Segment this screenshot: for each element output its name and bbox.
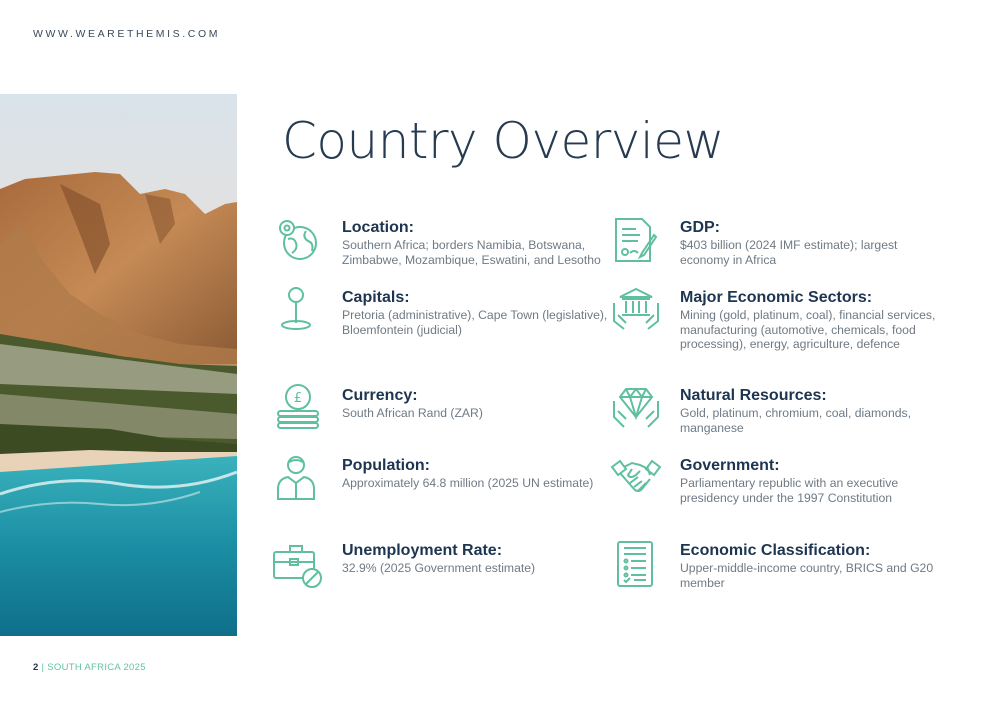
info-gdp (680, 219, 950, 267)
government-value: Parliamentary republic with an executive presidency under the 1997 Constitution (680, 476, 899, 505)
info-economic-sectors (680, 289, 950, 352)
coin-stack-icon (272, 383, 324, 435)
footer-separator: | (38, 662, 48, 673)
unemployment-label: Unemployment Rate: (342, 542, 503, 559)
footer-label: SOUTH AFRICA 2025 (47, 662, 146, 673)
diamond-hands-icon (610, 383, 662, 435)
info-location (342, 219, 612, 267)
currency-label: Currency: (342, 387, 418, 404)
info-economic-classification (680, 542, 950, 590)
svg-text:£: £ (293, 391, 303, 406)
location-label: Location: (342, 219, 414, 236)
info-natural-resources (680, 387, 950, 435)
location-value: Southern Africa; borders Namibia, Botswana, Zimbabwe, Mozambique, Eswatini, and Lesotho (342, 238, 601, 267)
capitals-value: Pretoria (administrative), Cape Town (legislative), Bloemfontein (judicial) (342, 308, 608, 337)
natural-resources-value: Gold, platinum, chromium, coal, diamonds, manganese (680, 406, 911, 435)
gdp-label: GDP: (680, 219, 720, 236)
government-label: Government: (680, 457, 780, 474)
map-pin-icon (272, 285, 324, 337)
info-population (342, 457, 612, 491)
page-footer (33, 662, 146, 673)
capitals-label: Capitals: (342, 289, 410, 306)
briefcase-no-icon (272, 538, 324, 590)
economic-sectors-value: Mining (gold, platinum, coal), financial services, manufacturing (automotive, chemicals, food processing), energy, agriculture, defence (680, 308, 936, 352)
natural-resources-label: Natural Resources: (680, 387, 827, 404)
economic-classification-label: Economic Classification: (680, 542, 871, 559)
checklist-icon (610, 538, 662, 590)
site-url[interactable]: WWW.WEARETHEMIS.COM (33, 28, 221, 40)
bank-hands-icon (610, 285, 662, 337)
unemployment-value: 32.9% (2025 Government estimate) (342, 561, 536, 575)
info-government (680, 457, 950, 505)
economic-sectors-label: Major Economic Sectors: (680, 289, 873, 306)
document-pen-icon (610, 215, 662, 267)
info-unemployment (342, 542, 612, 576)
population-value: Approximately 64.8 million (2025 UN estimate) (342, 476, 594, 490)
gdp-value: $403 billion (2024 IMF estimate); largest economy in Africa (680, 238, 898, 267)
cover-photo (0, 94, 237, 636)
currency-value: South African Rand (ZAR) (342, 406, 483, 420)
page-title: Country Overview (282, 112, 724, 170)
info-currency (293, 387, 612, 421)
info-capitals (342, 289, 612, 337)
population-label: Population: (342, 457, 430, 474)
page-number: 2 (33, 662, 39, 673)
person-icon (272, 453, 324, 505)
handshake-icon (610, 453, 662, 505)
globe-pin-icon (272, 215, 324, 267)
economic-classification-value: Upper-middle-income country, BRICS and G20 member (680, 561, 934, 590)
